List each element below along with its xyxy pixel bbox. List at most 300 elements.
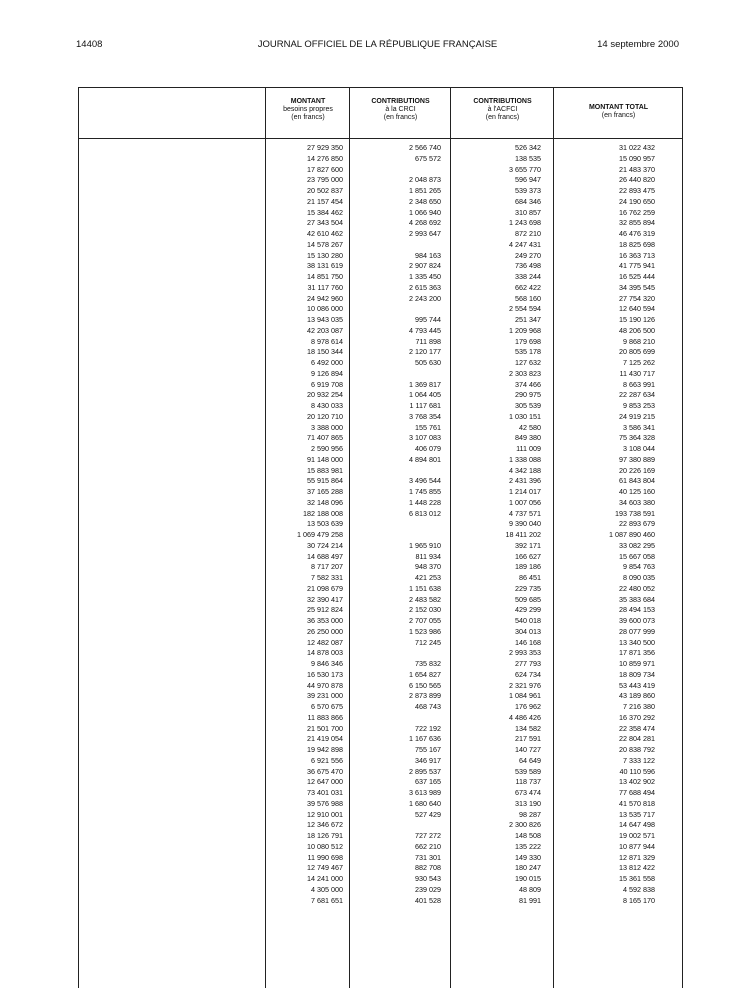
table-row xyxy=(79,444,682,455)
table-row xyxy=(79,466,682,477)
table-row xyxy=(79,724,682,735)
dot-leader xyxy=(83,734,259,745)
table-row xyxy=(79,530,682,541)
table-row xyxy=(79,519,682,530)
table-row xyxy=(79,390,682,401)
row-value: 22 358 474 xyxy=(619,723,655,733)
row-value: 18 825 698 xyxy=(619,239,655,249)
row-value: 9 846 346 xyxy=(311,659,343,668)
row-value: 14 851 750 xyxy=(307,272,343,281)
row-value: 1 745 855 xyxy=(409,487,441,496)
dot-leader xyxy=(83,337,259,348)
row-value: 42 203 087 xyxy=(307,325,343,335)
row-value: 8 717 207 xyxy=(311,562,343,572)
table-row xyxy=(79,412,682,423)
dot-leader xyxy=(83,756,259,767)
row-value: 11 430 717 xyxy=(619,368,655,378)
row-value: 13 812 422 xyxy=(619,863,655,873)
row-value: 43 189 860 xyxy=(619,691,655,701)
header-montant xyxy=(267,98,349,122)
dot-leader xyxy=(83,240,259,251)
table-row xyxy=(79,380,682,391)
row-value: 1 851 265 xyxy=(409,186,441,195)
row-value: 9 390 040 xyxy=(509,519,541,529)
row-value: 624 734 xyxy=(515,669,541,679)
table-row xyxy=(79,745,682,756)
dot-leader xyxy=(83,831,259,842)
row-value: 12 910 001 xyxy=(307,809,343,819)
table-row xyxy=(79,799,682,810)
table-row xyxy=(79,562,682,573)
row-value: 2 707 055 xyxy=(409,616,441,625)
row-value: 20 932 254 xyxy=(307,390,343,400)
row-value: 16 525 444 xyxy=(619,272,655,281)
dot-leader xyxy=(83,143,259,154)
row-value: 374 466 xyxy=(515,379,541,389)
row-value: 12 482 087 xyxy=(307,637,343,647)
dot-leader xyxy=(83,347,259,358)
row-value: 27 929 350 xyxy=(307,143,343,152)
row-value: 277 793 xyxy=(515,659,541,668)
row-value: 3 586 341 xyxy=(623,422,655,432)
dot-leader xyxy=(83,294,259,305)
row-value: 872 210 xyxy=(515,229,541,238)
table-row xyxy=(79,584,682,595)
row-value: 4 486 426 xyxy=(509,712,541,722)
table-row xyxy=(79,896,682,907)
row-value: 71 407 865 xyxy=(307,433,343,443)
table-row xyxy=(79,885,682,896)
row-value: 22 804 281 xyxy=(619,734,655,744)
dot-leader xyxy=(83,595,259,606)
table-row xyxy=(79,261,682,272)
row-value: 8 430 033 xyxy=(311,401,343,410)
row-value: 13 402 902 xyxy=(619,777,655,787)
table-row xyxy=(79,251,682,262)
row-value: 182 188 008 xyxy=(303,508,343,518)
row-value: 21 098 679 xyxy=(307,583,343,593)
row-value: 32 148 096 xyxy=(307,497,343,507)
row-value: 421 253 xyxy=(415,573,441,582)
row-value: 34 603 380 xyxy=(619,497,655,507)
row-value: 711 898 xyxy=(415,336,441,346)
dot-leader xyxy=(83,401,259,412)
row-value: 2 348 650 xyxy=(409,196,441,206)
dot-leader xyxy=(83,369,259,380)
row-value: 26 250 000 xyxy=(307,626,343,636)
row-value: 18 809 734 xyxy=(619,669,655,679)
row-value: 149 330 xyxy=(515,852,541,862)
dot-leader xyxy=(83,197,259,208)
table-row xyxy=(79,401,682,412)
table-row xyxy=(79,767,682,778)
row-value: 948 370 xyxy=(415,562,441,572)
row-value: 1 084 961 xyxy=(509,691,541,701)
row-value: 1 369 817 xyxy=(409,379,441,389)
header-contrib-acfci xyxy=(452,98,553,122)
dot-leader xyxy=(83,218,259,229)
table-row xyxy=(79,186,682,197)
dot-leader xyxy=(83,272,259,283)
row-value: 127 632 xyxy=(515,358,541,367)
row-value: 11 990 698 xyxy=(307,852,343,862)
row-value: 24 942 960 xyxy=(307,293,343,303)
row-value: 2 993 353 xyxy=(509,648,541,658)
table-row xyxy=(79,863,682,874)
dot-leader xyxy=(83,509,259,520)
row-value: 20 226 169 xyxy=(619,465,655,475)
table-row xyxy=(79,498,682,509)
row-value: 1 007 056 xyxy=(509,497,541,507)
dot-leader xyxy=(83,659,259,670)
row-value: 6 919 708 xyxy=(311,379,343,389)
row-value: 526 342 xyxy=(515,143,541,152)
row-value: 20 502 837 xyxy=(307,186,343,195)
row-value: 4 268 692 xyxy=(409,218,441,228)
table-row xyxy=(79,702,682,713)
row-value: 23 795 000 xyxy=(307,175,343,185)
table-row xyxy=(79,315,682,326)
page-header xyxy=(76,37,679,53)
row-value: 64 649 xyxy=(519,755,541,765)
row-value: 35 383 684 xyxy=(619,594,655,604)
row-value: 1 064 405 xyxy=(409,390,441,400)
dot-leader xyxy=(83,777,259,788)
row-value: 15 190 126 xyxy=(619,315,655,324)
row-value: 1 117 681 xyxy=(409,401,441,410)
row-value: 32 855 894 xyxy=(619,218,655,228)
dot-leader xyxy=(83,702,259,713)
row-value: 727 272 xyxy=(415,831,441,840)
row-value: 6 150 565 xyxy=(409,680,441,690)
row-value: 134 582 xyxy=(515,723,541,733)
dot-leader xyxy=(83,487,259,498)
row-value: 77 688 494 xyxy=(619,788,655,797)
row-value: 662 210 xyxy=(415,841,441,851)
row-value: 20 120 710 xyxy=(307,411,343,421)
row-value: 53 443 419 xyxy=(619,680,655,690)
row-value: 637 165 xyxy=(415,777,441,787)
row-value: 36 675 470 xyxy=(307,766,343,776)
dot-leader xyxy=(83,573,259,584)
dot-leader xyxy=(83,638,259,649)
row-value: 13 535 717 xyxy=(619,809,655,819)
row-value: 527 429 xyxy=(415,809,441,819)
row-value: 14 878 003 xyxy=(307,648,343,658)
row-value: 1 680 640 xyxy=(409,798,441,808)
row-value: 2 554 594 xyxy=(509,304,541,314)
dot-leader xyxy=(83,283,259,294)
row-value: 97 380 889 xyxy=(619,454,655,464)
row-value: 19 002 571 xyxy=(619,831,655,840)
row-value: 7 333 122 xyxy=(623,755,655,765)
row-value: 20 838 792 xyxy=(619,745,655,754)
dot-leader xyxy=(83,304,259,315)
row-value: 48 809 xyxy=(519,884,541,894)
row-value: 16 370 292 xyxy=(619,712,655,722)
table-row xyxy=(79,423,682,434)
column-subtitle: à la CRCI (en francs) xyxy=(383,106,418,121)
row-value: 12 749 467 xyxy=(307,863,343,873)
row-value: 14 276 850 xyxy=(307,153,343,163)
row-value: 735 832 xyxy=(415,659,441,668)
row-value: 1 523 986 xyxy=(409,626,441,636)
row-value: 34 395 545 xyxy=(619,282,655,292)
row-value: 7 125 262 xyxy=(623,358,655,367)
dot-leader xyxy=(83,208,259,219)
row-value: 239 029 xyxy=(415,884,441,894)
row-value: 21 157 454 xyxy=(307,196,343,206)
dot-leader xyxy=(83,251,259,262)
row-value: 73 401 031 xyxy=(307,788,343,797)
row-value: 6 813 012 xyxy=(409,508,441,518)
row-value: 48 206 500 xyxy=(619,325,655,335)
row-value: 24 919 215 xyxy=(619,411,655,421)
row-value: 12 640 594 xyxy=(619,304,655,314)
column-title: CONTRIBUTIONS xyxy=(371,98,430,105)
row-value: 2 483 582 xyxy=(409,594,441,604)
table-row xyxy=(79,820,682,831)
row-value: 25 912 824 xyxy=(307,605,343,615)
dot-leader xyxy=(83,476,259,487)
row-value: 2 243 200 xyxy=(409,293,441,303)
table-row xyxy=(79,573,682,584)
row-value: 15 883 981 xyxy=(307,465,343,475)
row-value: 392 171 xyxy=(515,540,541,550)
dot-leader xyxy=(83,691,259,702)
row-value: 401 528 xyxy=(415,895,441,905)
row-value: 10 086 000 xyxy=(307,304,343,314)
table-row xyxy=(79,154,682,165)
row-value: 995 744 xyxy=(415,315,441,324)
dot-leader xyxy=(83,885,259,896)
row-value: 19 942 898 xyxy=(307,745,343,754)
row-value: 1 335 450 xyxy=(409,272,441,281)
row-value: 7 681 651 xyxy=(311,895,343,905)
dot-leader xyxy=(83,767,259,778)
row-value: 40 110 596 xyxy=(619,766,655,776)
table-row xyxy=(79,509,682,520)
table-row xyxy=(79,165,682,176)
table-row xyxy=(79,713,682,724)
row-value: 304 013 xyxy=(515,626,541,636)
row-value: 111 009 xyxy=(516,444,541,453)
row-value: 2 590 956 xyxy=(311,444,343,453)
table-row xyxy=(79,455,682,466)
row-value: 1 030 151 xyxy=(509,411,541,421)
row-value: 15 090 957 xyxy=(619,153,655,163)
row-value: 930 543 xyxy=(415,874,441,883)
row-value: 17 827 600 xyxy=(307,164,343,174)
dot-leader xyxy=(83,466,259,477)
table-row xyxy=(79,272,682,283)
row-value: 290 975 xyxy=(515,390,541,400)
row-value: 1 965 910 xyxy=(409,540,441,550)
row-value: 3 655 770 xyxy=(509,164,541,174)
row-value: 20 805 699 xyxy=(619,347,655,357)
table-row xyxy=(79,143,682,154)
column-subtitle: (en francs) xyxy=(601,112,636,119)
row-value: 505 630 xyxy=(415,358,441,367)
table-row xyxy=(79,541,682,552)
dot-leader xyxy=(83,788,259,799)
row-value: 193 738 591 xyxy=(615,508,655,518)
row-value: 8 978 614 xyxy=(311,336,343,346)
table-row xyxy=(79,734,682,745)
row-value: 535 178 xyxy=(515,347,541,357)
table-row xyxy=(79,681,682,692)
journal-title: JOURNAL OFFICIEL DE LA RÉPUBLIQUE FRANÇAISE xyxy=(257,39,498,50)
row-value: 16 363 713 xyxy=(619,250,655,260)
row-value: 179 698 xyxy=(515,336,541,346)
dot-leader xyxy=(83,186,259,197)
dot-leader xyxy=(83,670,259,681)
table-row xyxy=(79,218,682,229)
row-value: 4 247 431 xyxy=(509,239,541,249)
table-row xyxy=(79,659,682,670)
row-value: 338 244 xyxy=(515,272,541,281)
row-value: 217 591 xyxy=(515,734,541,744)
row-value: 2 120 177 xyxy=(409,347,441,357)
row-value: 3 768 354 xyxy=(409,411,441,421)
table-row xyxy=(79,831,682,842)
row-value: 13 340 500 xyxy=(619,637,655,647)
row-value: 3 388 000 xyxy=(311,422,343,432)
row-value: 540 018 xyxy=(515,616,541,625)
row-value: 138 535 xyxy=(515,153,541,163)
table-row xyxy=(79,175,682,186)
dot-leader xyxy=(83,799,259,810)
header-contrib-crci xyxy=(351,98,450,122)
row-value: 8 663 991 xyxy=(623,379,655,389)
dot-leader xyxy=(83,648,259,659)
column-title: MONTANT TOTAL xyxy=(588,104,649,111)
row-value: 731 301 xyxy=(415,852,441,862)
row-value: 33 082 295 xyxy=(619,540,655,550)
dot-leader xyxy=(83,390,259,401)
table-row xyxy=(79,616,682,627)
dot-leader xyxy=(83,530,259,541)
row-value: 1 069 479 258 xyxy=(297,530,343,539)
row-value: 2 907 824 xyxy=(409,261,441,271)
publication-date: 14 septembre 2000 xyxy=(597,39,679,50)
row-value: 22 287 634 xyxy=(619,390,655,400)
table-row xyxy=(79,853,682,864)
row-value: 10 877 944 xyxy=(619,841,655,851)
row-value: 1 066 940 xyxy=(409,207,441,217)
dot-leader xyxy=(83,874,259,885)
dot-leader xyxy=(83,724,259,735)
row-value: 811 934 xyxy=(415,551,441,561)
row-value: 2 152 030 xyxy=(409,605,441,615)
dot-leader xyxy=(83,863,259,874)
row-value: 98 287 xyxy=(519,809,541,819)
dot-leader xyxy=(83,605,259,616)
row-value: 2 615 363 xyxy=(409,282,441,292)
row-value: 229 735 xyxy=(515,583,541,593)
row-value: 249 270 xyxy=(515,250,541,260)
row-value: 7 582 331 xyxy=(311,573,343,582)
row-value: 4 793 445 xyxy=(409,325,441,335)
row-value: 155 761 xyxy=(415,422,441,432)
row-value: 3 108 044 xyxy=(623,444,655,453)
row-value: 346 917 xyxy=(415,755,441,765)
row-value: 37 165 288 xyxy=(307,487,343,496)
row-value: 305 539 xyxy=(515,401,541,410)
row-value: 14 241 000 xyxy=(307,874,343,883)
dot-leader xyxy=(83,412,259,423)
row-value: 46 476 319 xyxy=(619,229,655,238)
dot-leader xyxy=(83,627,259,638)
row-value: 8 090 035 xyxy=(623,573,655,582)
row-value: 9 853 253 xyxy=(623,401,655,410)
row-value: 596 947 xyxy=(515,175,541,185)
row-value: 86 451 xyxy=(519,573,541,582)
row-value: 39 600 073 xyxy=(619,616,655,625)
dot-leader xyxy=(83,444,259,455)
row-value: 7 216 380 xyxy=(623,702,655,711)
row-value: 28 494 153 xyxy=(619,605,655,615)
row-value: 30 724 214 xyxy=(307,540,343,550)
contributions-table xyxy=(78,87,683,988)
table-row xyxy=(79,810,682,821)
dot-leader xyxy=(83,380,259,391)
row-value: 166 627 xyxy=(515,551,541,561)
row-value: 118 737 xyxy=(515,777,541,787)
row-value: 32 390 417 xyxy=(307,594,343,604)
row-value: 176 962 xyxy=(515,702,541,711)
row-value: 22 893 679 xyxy=(619,519,655,529)
dot-leader xyxy=(83,154,259,165)
row-value: 9 126 894 xyxy=(311,368,343,378)
table-row xyxy=(79,756,682,767)
row-value: 27 754 320 xyxy=(619,293,655,303)
table-row xyxy=(79,605,682,616)
row-value: 180 247 xyxy=(515,863,541,873)
row-value: 27 343 504 xyxy=(307,218,343,228)
dot-leader xyxy=(83,842,259,853)
row-value: 26 440 820 xyxy=(619,175,655,185)
dot-leader xyxy=(83,584,259,595)
row-value: 4 737 571 xyxy=(509,508,541,518)
table-row xyxy=(79,788,682,799)
row-value: 6 570 675 xyxy=(311,702,343,711)
row-value: 44 970 878 xyxy=(307,680,343,690)
table-row xyxy=(79,326,682,337)
row-value: 31 117 760 xyxy=(307,282,343,292)
row-value: 16 762 259 xyxy=(619,207,655,217)
column-title: MONTANT xyxy=(290,98,326,105)
row-value: 722 192 xyxy=(415,723,441,733)
row-value: 41 775 941 xyxy=(619,261,655,271)
page-number: 14408 xyxy=(76,39,103,50)
table-row xyxy=(79,638,682,649)
row-value: 140 727 xyxy=(515,745,541,754)
row-value: 39 231 000 xyxy=(307,691,343,701)
dot-leader xyxy=(83,853,259,864)
row-value: 91 148 000 xyxy=(307,454,343,464)
row-value: 849 380 xyxy=(515,433,541,443)
dot-leader xyxy=(83,433,259,444)
dot-leader xyxy=(83,175,259,186)
row-value: 2 431 396 xyxy=(509,476,541,486)
table-row xyxy=(79,777,682,788)
dot-leader xyxy=(83,519,259,530)
table-row xyxy=(79,476,682,487)
row-value: 12 647 000 xyxy=(307,777,343,787)
row-value: 310 857 xyxy=(515,207,541,217)
row-value: 3 613 989 xyxy=(409,788,441,797)
